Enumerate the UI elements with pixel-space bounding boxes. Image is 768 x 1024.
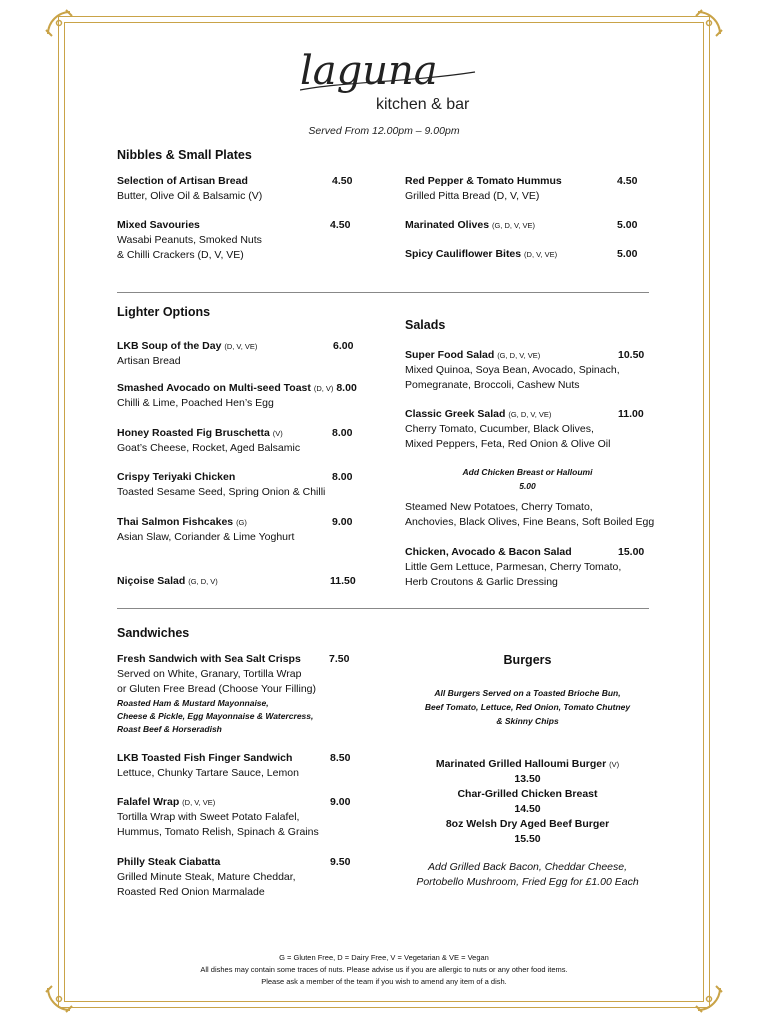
item-price: 11.50: [330, 575, 356, 587]
item-price: 15.00: [618, 546, 645, 558]
item-desc: Goat’s Cheese, Rocket, Aged Balsamic: [117, 442, 301, 454]
burgers-intro: All Burgers Served on a Toasted Brioche Bun, Beef Tomato, Lettuce, Red Onion, Tomato Chutney & Skinny Chips: [424, 688, 631, 726]
item-price: 14.50: [514, 803, 541, 815]
item-price: 8.00: [332, 427, 353, 439]
menu-item: Red Pepper & Tomato Hummus 4.50 Grilled Pitta Bread (D, V, VE): [405, 174, 645, 204]
menu-item: Mixed Savouries 4.50 Wasabi Peanuts, Smoked Nuts & Chilli Crackers (D, V, VE): [117, 218, 357, 263]
item-price: 5.00: [617, 219, 638, 231]
item-desc: Butter, Olive Oil & Balsamic (V): [117, 190, 263, 202]
item-desc: & Chilli Crackers (D, V, VE): [117, 249, 244, 261]
item-desc: Artisan Bread: [117, 355, 181, 367]
item-price: 8.00: [332, 471, 353, 483]
menu-item: Crispy Teriyaki Chicken 8.00 Toasted Sesame Seed, Spring Onion & Chilli: [117, 470, 357, 500]
item-desc: Chilli & Lime, Poached Hen’s Egg: [117, 397, 274, 409]
item-price: 15.50: [514, 833, 541, 845]
section-title-lighter-options: Lighter Options: [117, 305, 211, 319]
item-fillings: Cheese & Pickle, Egg Mayonnaise & Watercress,: [117, 711, 314, 721]
item-desc: Hummus, Tomato Relish, Spinach & Grains: [117, 826, 319, 838]
item-price: 4.50: [332, 175, 353, 187]
item-desc: Mixed Quinoa, Soya Bean, Avocado, Spinach,: [405, 364, 620, 376]
item-price: 9.50: [330, 856, 351, 868]
menu-item: Fresh Sandwich with Sea Salt Crisps 7.50 Served on White, Granary, Tortilla Wrap or Gluten Free Bread (Choose Your Filling) Roasted Ham & Mustard Mayonnaise, Cheese & Pickle, Egg Mayonnaise & Watercress, Roast Beef & Horseradish: [117, 652, 357, 736]
menu-item: LKB Toasted Fish Finger Sandwich 8.50 Lettuce, Chunky Tartare Sauce, Lemon: [117, 751, 357, 781]
item-price: 9.00: [332, 516, 353, 528]
menu-item: Falafel Wrap (D, V, VE) 9.00 Tortilla Wrap with Sweet Potato Falafel, Hummus, Tomato Relish, Spinach & Grains: [117, 795, 357, 840]
brand-subtitle: kitchen & bar: [376, 96, 470, 113]
item-desc: Wasabi Peanuts, Smoked Nuts: [117, 234, 262, 246]
item-desc: Little Gem Lettuce, Parmesan, Cherry Tomato,: [405, 561, 622, 573]
item-desc: Pomegranate, Broccoli, Cashew Nuts: [405, 379, 580, 391]
burger-extras: Add Grilled Back Bacon, Cheddar Cheese, Portobello Mushroom, Fried Egg for £1.00 Each: [416, 861, 639, 888]
burger-list: Marinated Grilled Halloumi Burger (V) 13.50 Char-Grilled Chicken Breast 14.50 8oz Welsh Dry Aged Beef Burger 15.50: [405, 757, 650, 847]
menu-item: Thai Salmon Fishcakes (G) 9.00 Asian Slaw, Coriander & Lime Yoghurt: [117, 515, 357, 545]
item-price: 4.50: [330, 219, 351, 231]
item-price: 13.50: [514, 773, 541, 785]
item-desc: Served on White, Granary, Tortilla Wrap: [117, 668, 302, 680]
item-desc: Roasted Red Onion Marmalade: [117, 886, 265, 898]
corner-ornament-icon: [44, 8, 74, 38]
item-price: 10.50: [618, 349, 645, 361]
item-fillings: Roasted Ham & Mustard Mayonnaise,: [117, 698, 269, 708]
menu-item: Classic Greek Salad (G, D, V, VE) 11.00 Cherry Tomato, Cucumber, Black Olives, Mixed Peppers, Feta, Red Onion & Olive Oil: [405, 407, 650, 452]
section-title-nibbles: Nibbles & Small Plates: [117, 148, 252, 162]
item-price: 9.00: [330, 796, 351, 808]
served-hours: Served From 12.00pm – 9.00pm: [308, 125, 460, 137]
menu-item: LKB Soup of the Day (D, V, VE) 6.00 Artisan Bread: [117, 339, 357, 369]
menu-footer: G = Gluten Free, D = Dairy Free, V = Vegetarian & VE = Vegan All dishes may contain some traces of nuts. Please advise us if you are allergic to nuts or any other food items. Please ask a member of the team if you wish to amend any item of a dish.: [200, 953, 568, 986]
menu-item: Philly Steak Ciabatta 9.50 Grilled Minute Steak, Mature Cheddar, Roasted Red Onion Marmalade: [117, 855, 357, 900]
item-price: 5.00: [617, 248, 638, 260]
item-desc: Tortilla Wrap with Sweet Potato Falafel,: [117, 811, 300, 823]
item-fillings: Roast Beef & Horseradish: [117, 724, 222, 734]
menu-item: Smashed Avocado on Multi-seed Toast (D, V) 8.00 Chilli & Lime, Poached Hen’s Egg: [117, 382, 357, 409]
item-desc: or Gluten Free Bread (Choose Your Filling): [117, 683, 317, 695]
corner-ornament-icon: [694, 8, 724, 38]
item-price: 4.50: [617, 175, 638, 187]
menu-item: Super Food Salad (G, D, V, VE) 10.50 Mixed Quinoa, Soya Bean, Avocado, Spinach, Pomegranate, Broccoli, Cashew Nuts: [405, 348, 650, 393]
menu-item: Selection of Artisan Bread 4.50 Butter, Olive Oil & Balsamic (V): [117, 174, 357, 204]
item-desc: Lettuce, Chunky Tartare Sauce, Lemon: [117, 767, 299, 779]
item-desc: Toasted Sesame Seed, Spring Onion & Chilli: [117, 486, 326, 498]
menu-item: Niçoise Salad (G, D, V) 11.50: [117, 575, 356, 587]
item-desc: Cherry Tomato, Cucumber, Black Olives,: [405, 423, 594, 435]
section-divider: [117, 608, 649, 609]
item-price: 11.00: [618, 408, 644, 420]
item-desc: Mixed Peppers, Feta, Red Onion & Olive Oil: [405, 438, 611, 450]
corner-ornament-icon: [44, 984, 74, 1014]
svg-text:laguna: laguna: [300, 48, 438, 94]
item-desc: Grilled Minute Steak, Mature Cheddar,: [117, 871, 296, 883]
section-divider: [117, 292, 649, 293]
item-desc: Herb Croutons & Garlic Dressing: [405, 576, 558, 588]
menu-item: Spicy Cauliflower Bites (D, V, VE) 5.00: [405, 248, 638, 260]
corner-ornament-icon: [694, 984, 724, 1014]
item-price: 8.50: [330, 752, 351, 764]
item-desc: Asian Slaw, Coriander & Lime Yoghurt: [117, 531, 295, 543]
nicoise-description: Steamed New Potatoes, Cherry Tomato, Anchovies, Black Olives, Fine Beans, Soft Boiled Egg: [405, 501, 655, 528]
item-price: 6.00: [333, 340, 354, 352]
brand-script-logo: [300, 42, 480, 102]
item-price: 7.50: [329, 653, 350, 665]
section-title-salads: Salads: [405, 318, 446, 332]
menu-item: Honey Roasted Fig Bruschetta (V) 8.00 Goat’s Cheese, Rocket, Aged Balsamic: [117, 426, 357, 456]
add-on-note: Add Chicken Breast or Halloumi 5.00: [462, 467, 593, 491]
menu-item: Chicken, Avocado & Bacon Salad 15.00 Little Gem Lettuce, Parmesan, Cherry Tomato, Herb Croutons & Garlic Dressing: [405, 545, 650, 590]
item-desc: Grilled Pitta Bread (D, V, VE): [405, 190, 540, 202]
section-title-burgers: Burgers: [503, 653, 552, 667]
section-title-sandwiches: Sandwiches: [117, 626, 190, 640]
menu-item: Marinated Olives (G, D, V, VE) 5.00: [405, 219, 638, 231]
